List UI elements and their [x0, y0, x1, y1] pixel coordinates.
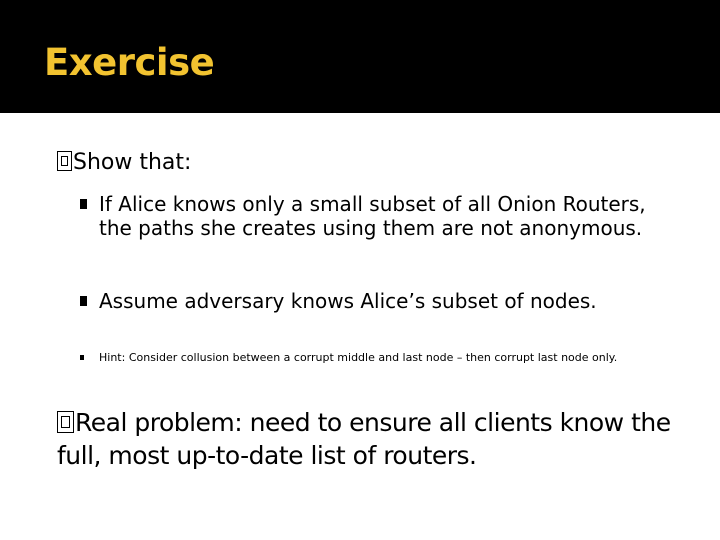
- bullet-real-problem: [57, 406, 697, 472]
- subbullet-alice-subset-text: If Alice knows only a small subset of all Onion Routers, the paths she creates using them are not anonymous.: [99, 192, 646, 240]
- hint-note-text: Hint: Consider collusion between a corrupt middle and last node – then corrupt last node only.: [99, 351, 618, 364]
- missing-glyph-icon: [57, 151, 72, 171]
- square-bullet-icon: [80, 296, 87, 306]
- square-bullet-icon: [80, 355, 84, 360]
- subbullet-adversary-text: Assume adversary knows Alice’s subset of nodes.: [99, 289, 597, 313]
- slide-title: Exercise: [44, 41, 215, 84]
- missing-glyph-icon: [57, 411, 74, 433]
- bullet-show-that: [57, 149, 191, 177]
- bullet-show-that-text: Show that:: [73, 150, 192, 175]
- bullet-real-problem-text: Real problem: need to ensure all clients know the full, most up-to-date list of routers.: [57, 408, 671, 470]
- square-bullet-icon: [80, 199, 87, 209]
